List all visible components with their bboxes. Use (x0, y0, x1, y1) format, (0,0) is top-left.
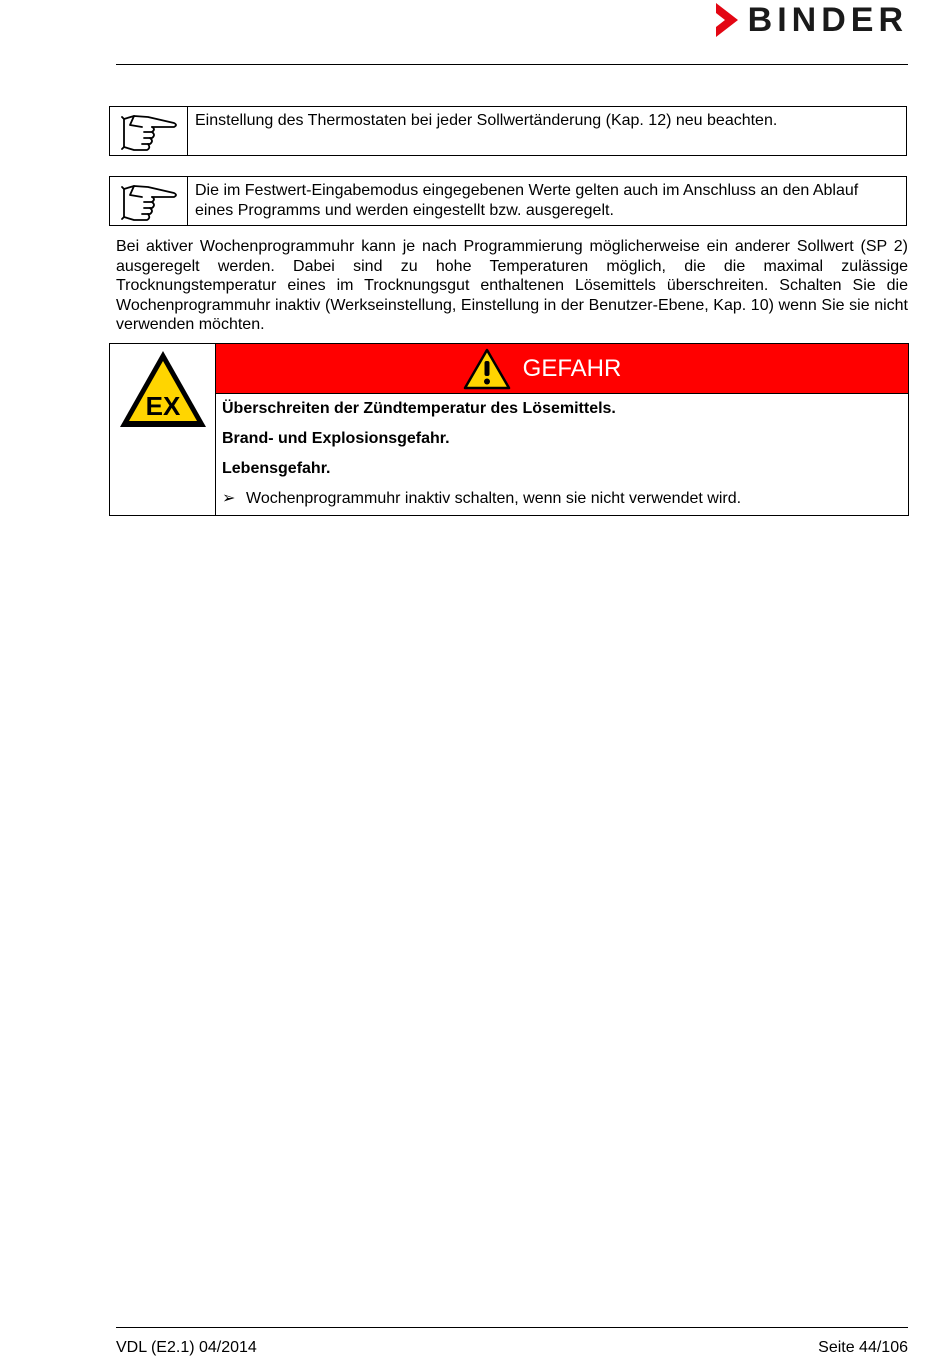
danger-header-bar (216, 344, 908, 394)
pointing-hand-icon (118, 181, 180, 223)
danger-symbol-cell (110, 344, 216, 515)
brand-logo (716, 2, 908, 38)
page-number: Seite 44/106 (818, 1339, 908, 1356)
note-icon-cell (110, 177, 188, 225)
brand-name: BINDER (747, 1, 908, 39)
binder-logo-mark-icon (716, 3, 738, 37)
ex-explosion-warning-icon (117, 348, 209, 430)
pointing-hand-icon (118, 111, 180, 153)
note-box-1 (109, 106, 907, 156)
warning-triangle-icon (463, 348, 511, 390)
danger-warning-box (109, 343, 909, 516)
danger-statement: Lebensgefahr. (222, 460, 331, 477)
danger-statement: Brand- und Explosionsgefahr. (222, 430, 450, 447)
danger-instruction-text: Wochenprogrammuhr inaktiv schalten, wenn sie nicht verwendet wird. (246, 490, 742, 507)
arrow-bullet-icon: ➢ (222, 490, 236, 507)
note-text: Die im Festwert-Eingabemodus eingegebenen Werte gelten auch im Anschluss an den Ablauf eines Programms und werden eingestellt bzw. ausgeregelt. (195, 182, 859, 219)
danger-body (216, 394, 908, 509)
note-text: Einstellung des Thermostaten bei jeder Sollwertänderung (Kap. 12) neu beachten. (195, 112, 778, 129)
document-version: VDL (E2.1) 04/2014 (116, 1339, 257, 1356)
danger-title: GEFAHR (522, 354, 622, 382)
danger-content (216, 344, 908, 515)
footer-divider (116, 1327, 908, 1328)
ex-symbol-text: EX (145, 391, 180, 421)
note-icon-cell (110, 107, 188, 155)
danger-statement: Überschreiten der Zündtemperatur des Lösemittels. (222, 400, 616, 417)
header-divider (116, 64, 908, 65)
danger-instruction (222, 489, 902, 509)
body-paragraph: Bei aktiver Wochenprogrammuhr kann je nach Programmierung möglicherweise ein anderer Sollwert (SP 2) ausgeregelt werden. Dabei sind zu hohe Temperaturen möglich, die die maximal zulässige Trocknungstemperatur eines im Trocknungsgut enthaltenen Lösemittels überschreiten. Schalten Sie die Wochenprogrammuhr inaktiv (Werkseinstellung, Einstellung in der Benutzer-Ebene, Kap. 10) wenn Sie sie nicht verwenden möchten. (116, 238, 908, 333)
note-box-2 (109, 176, 907, 226)
